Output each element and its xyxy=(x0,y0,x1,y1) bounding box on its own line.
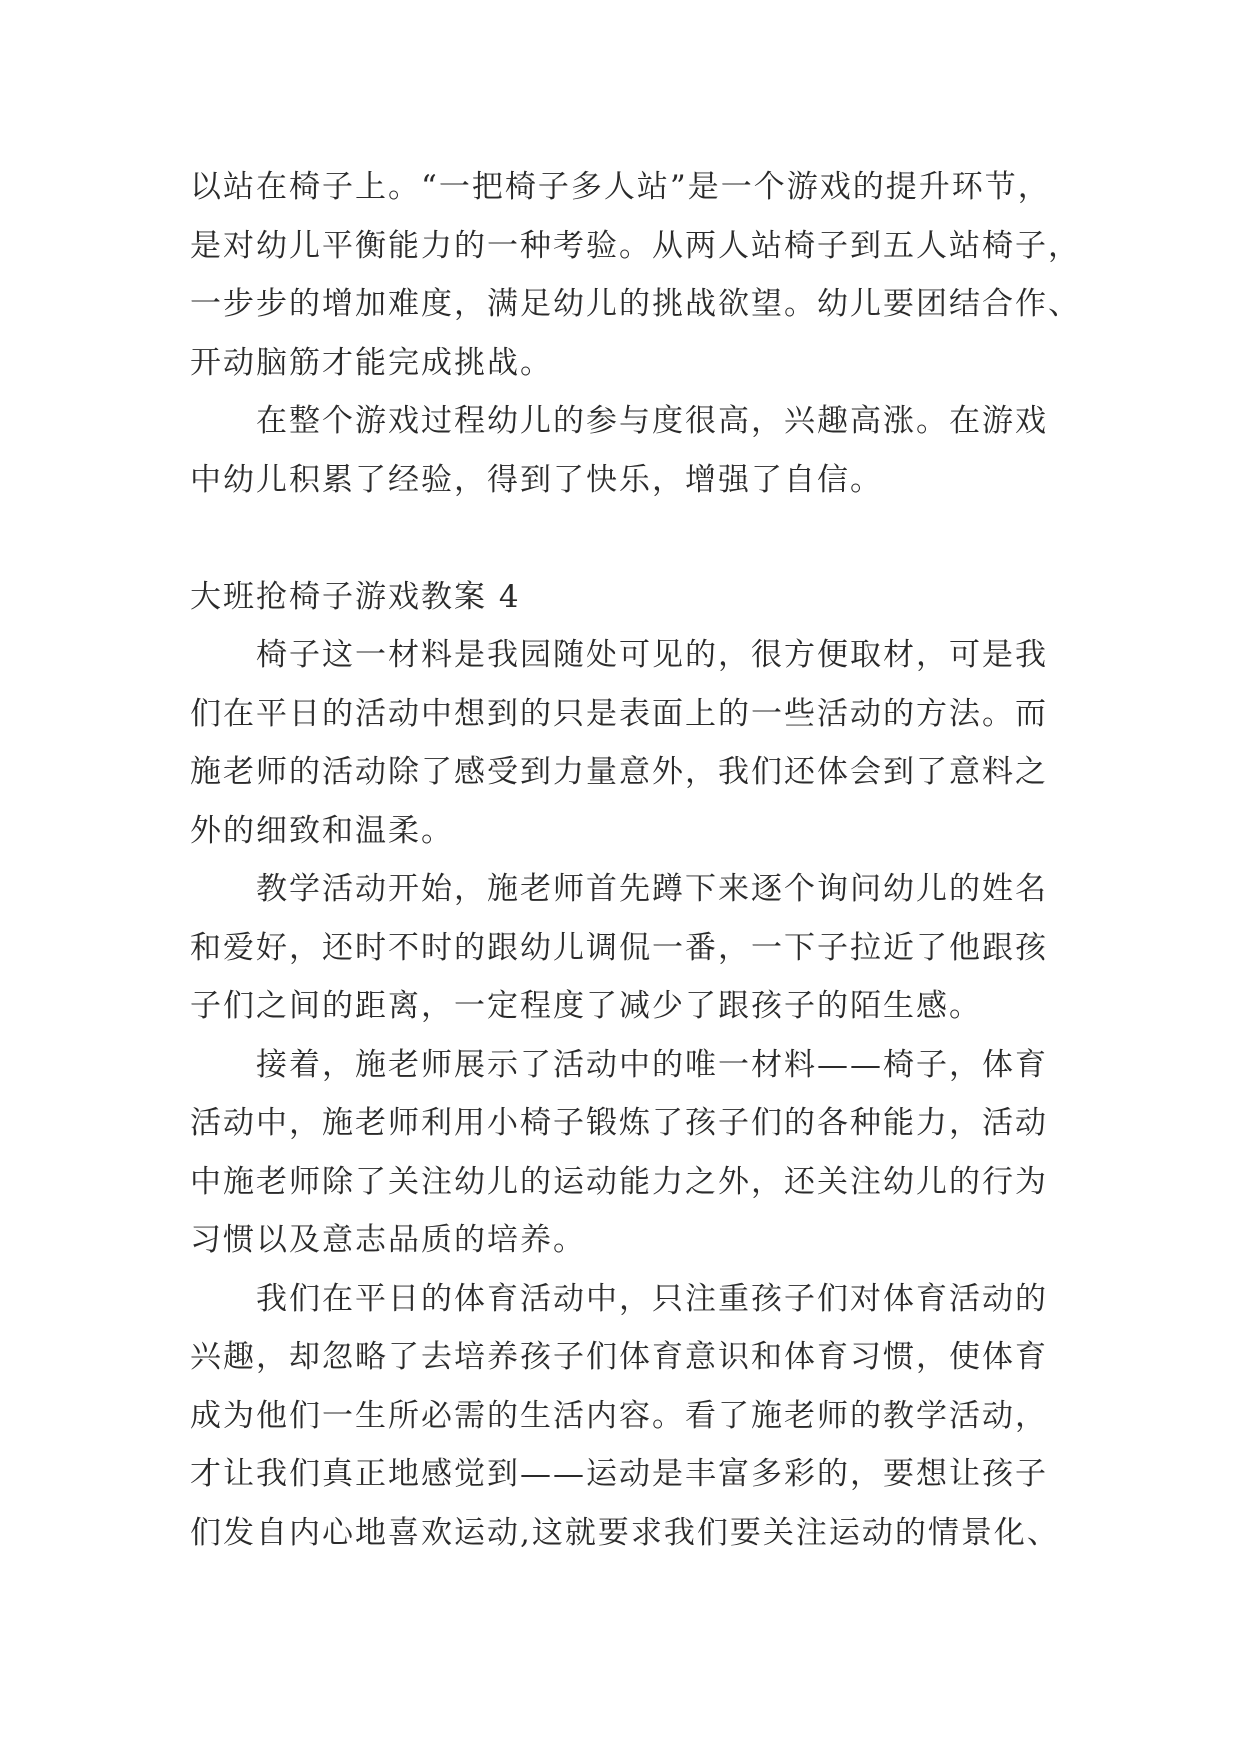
text-line: 们在平日的活动中想到的只是表面上的一些活动的方法。而 xyxy=(190,695,1048,732)
text-line: 们发自内心地喜欢运动,这就要求我们要关注运动的情景化、 xyxy=(190,1514,1060,1551)
text-line: 开动脑筋才能完成挑战。 xyxy=(190,344,553,381)
text-line: 兴趣，却忽略了去培养孩子们体育意识和体育习惯，使体育 xyxy=(190,1339,1048,1375)
text-line: 是对幼儿平衡能力的一种考验。从两人站椅子到五人站椅子， xyxy=(190,227,1081,264)
text-line: 外的细致和温柔。 xyxy=(190,812,454,849)
text-line: 接着，施老师展示了活动中的唯一材料——椅子，体育 xyxy=(256,1046,1048,1083)
text-line: 教学活动开始，施老师首先蹲下来逐个询问幼儿的姓名 xyxy=(256,871,1048,907)
paragraph xyxy=(190,860,1090,1036)
paragraph xyxy=(190,158,1090,392)
text-line: 习惯以及意志品质的培养。 xyxy=(190,1222,586,1258)
paragraph xyxy=(190,392,1090,509)
text-line: 中幼儿积累了经验，得到了快乐，增强了自信。 xyxy=(190,461,883,498)
paragraph xyxy=(190,626,1090,860)
text-line: 在整个游戏过程幼儿的参与度很高，兴趣高涨。在游戏 xyxy=(256,403,1048,439)
text-line: 以站在椅子上。“一把椅子多人站”是一个游戏的提升环节， xyxy=(190,169,1051,205)
text-line: 我们在平日的体育活动中，只注重孩子们对体育活动的 xyxy=(256,1280,1048,1317)
text-line: 子们之间的距离，一定程度了减少了跟孩子的陌生感。 xyxy=(190,988,982,1024)
document-body xyxy=(190,158,1090,1562)
paragraph xyxy=(190,1036,1090,1270)
paragraph xyxy=(190,1270,1090,1563)
text-line: 椅子这一材料是我园随处可见的，很方便取材，可是我 xyxy=(256,637,1048,673)
section-heading: 大班抢椅子游戏教案 4 xyxy=(190,578,521,615)
text-line: 活动中，施老师利用小椅子锻炼了孩子们的各种能力，活动 xyxy=(190,1105,1048,1141)
text-line: 一步步的增加难度，满足幼儿的挑战欲望。幼儿要团结合作、 xyxy=(190,286,1081,322)
text-line: 中施老师除了关注幼儿的运动能力之外，还关注幼儿的行为 xyxy=(190,1163,1048,1200)
text-line: 才让我们真正地感觉到——运动是丰富多彩的，要想让孩子 xyxy=(190,1456,1048,1492)
text-line: 和爱好，还时不时的跟幼儿调侃一番，一下子拉近了他跟孩 xyxy=(190,929,1048,966)
text-line: 施老师的活动除了感受到力量意外，我们还体会到了意料之 xyxy=(190,754,1048,790)
section-gap xyxy=(190,509,1090,568)
text-line: 成为他们一生所必需的生活内容。看了施老师的教学活动， xyxy=(190,1397,1048,1434)
